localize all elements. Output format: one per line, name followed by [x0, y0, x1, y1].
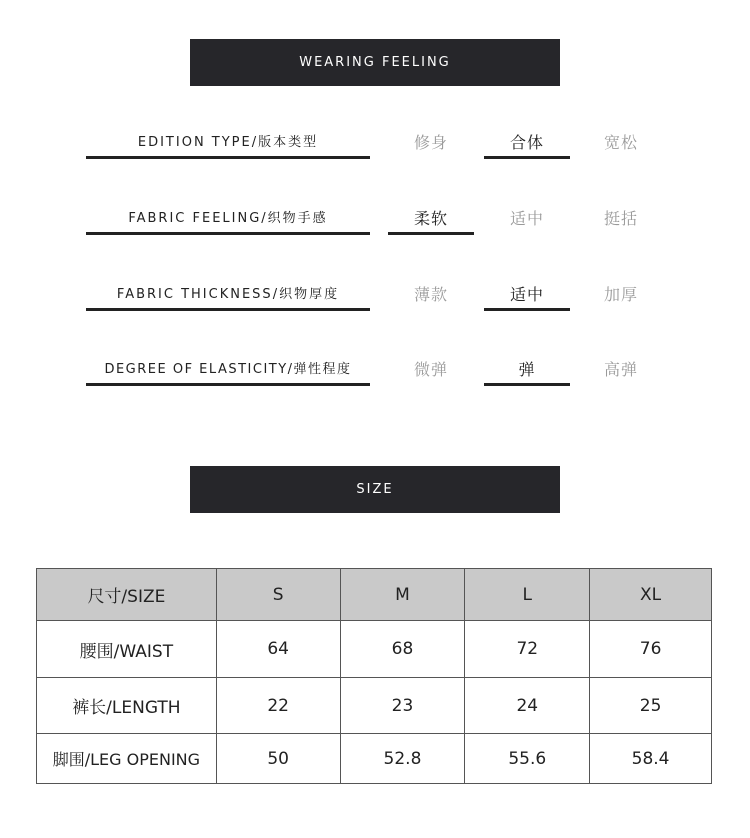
fabric-feeling-option-2: 适中 [509, 209, 544, 228]
fabric-feeling-label: FABRIC FEELING/织物手感 [86, 206, 370, 235]
fabric-thickness-option-3: 加厚 [603, 285, 638, 304]
table-cell: 25 [590, 678, 712, 734]
table-cell: 23 [340, 678, 465, 734]
table-cell: 50 [216, 734, 340, 784]
fabric-feeling-option-1: 柔软 [388, 206, 474, 235]
edition-type-option-1: 修身 [413, 133, 448, 152]
fabric-thickness-option-1: 薄款 [413, 285, 448, 304]
header-cell: S [216, 569, 340, 621]
table-cell: 55.6 [465, 734, 590, 784]
table-header-row [37, 569, 712, 621]
table-cell: 76 [590, 621, 712, 678]
table-cell: 72 [465, 621, 590, 678]
wearing-feeling-banner [190, 39, 560, 86]
edition-type-label: EDITION TYPE/版本类型 [86, 130, 370, 159]
table-row [37, 621, 712, 678]
header-cell: L [465, 569, 590, 621]
size-table [36, 568, 712, 784]
elasticity-option-2: 弹 [484, 357, 570, 386]
size-title: SIZE [356, 482, 394, 497]
fabric-thickness-label: FABRIC THICKNESS/织物厚度 [86, 282, 370, 311]
elasticity-label: DEGREE OF ELASTICITY/弹性程度 [86, 357, 370, 386]
elasticity-option-3: 高弹 [603, 360, 638, 379]
table-cell: 68 [340, 621, 465, 678]
wearing-feeling-title: WEARING FEELING [299, 55, 451, 70]
table-cell: 22 [216, 678, 340, 734]
elasticity-option-1: 微弹 [413, 360, 448, 379]
fabric-feeling-option-3: 挺括 [603, 209, 638, 228]
edition-type-option-3: 宽松 [603, 133, 638, 152]
edition-type-option-2: 合体 [484, 130, 570, 159]
row-label-cell: 脚围/LEG OPENING [37, 734, 217, 784]
size-banner [190, 466, 560, 513]
row-label-cell: 裤长/LENGTH [37, 678, 217, 734]
table-row [37, 734, 712, 784]
row-label-cell: 腰围/WAIST [37, 621, 217, 678]
fabric-thickness-option-2: 适中 [484, 282, 570, 311]
header-cell: 尺寸/SIZE [37, 569, 217, 621]
table-cell: 58.4 [590, 734, 712, 784]
table-cell: 52.8 [340, 734, 465, 784]
header-cell: M [340, 569, 465, 621]
table-row [37, 678, 712, 734]
table-cell: 64 [216, 621, 340, 678]
table-cell: 24 [465, 678, 590, 734]
header-cell: XL [590, 569, 712, 621]
